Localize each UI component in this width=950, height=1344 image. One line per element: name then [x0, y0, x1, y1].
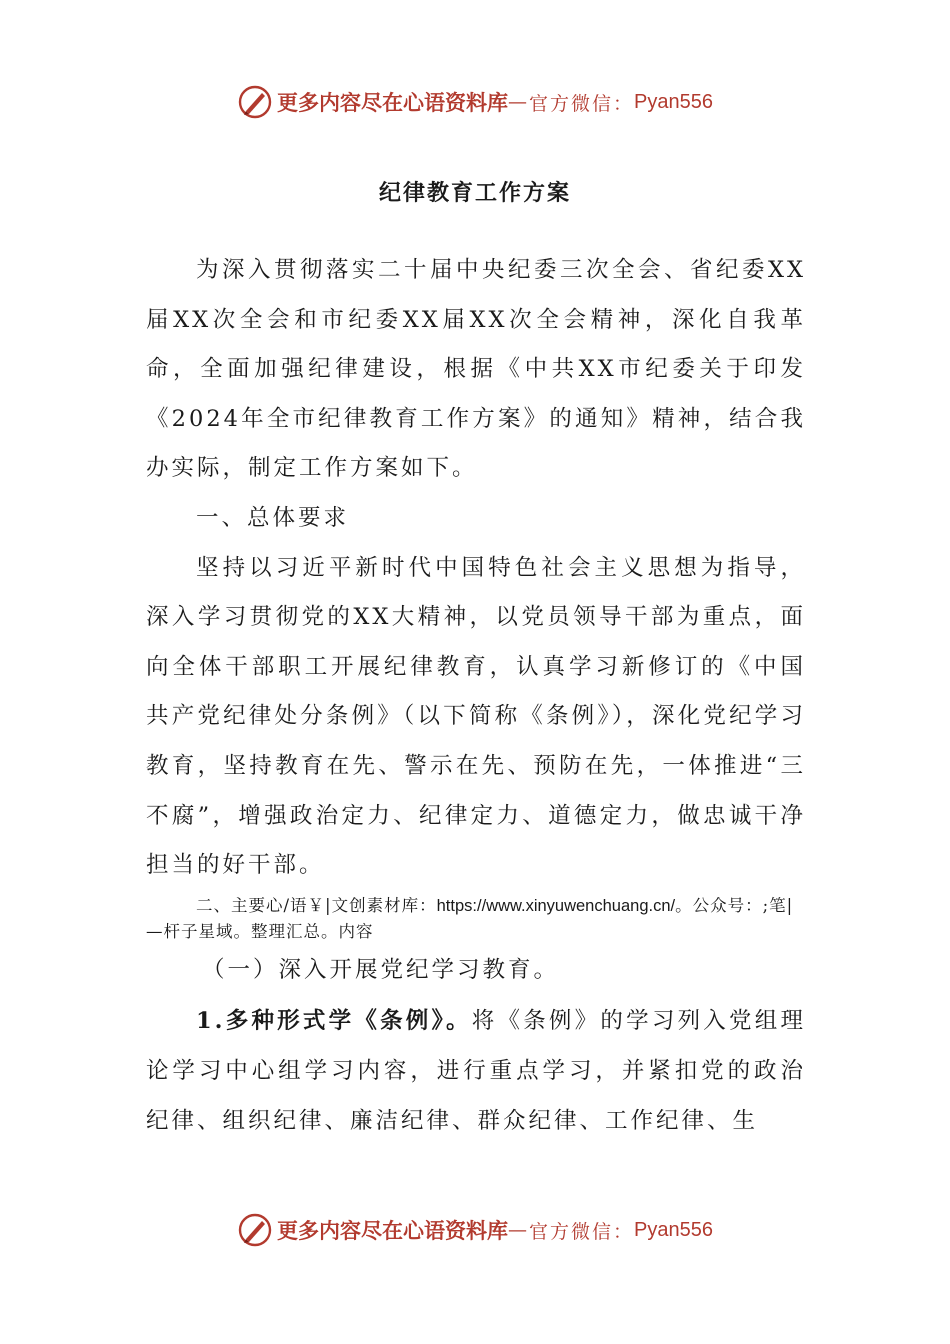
banner-wechat-label: 官方微信：	[529, 1220, 635, 1243]
intro-paragraph: 为深入贯彻落实二十届中央纪委三次全会、省纪委XX届XX次全会和市纪委XX届XX次全会精神，深化自我革命，全面加强纪律建设，根据《中共XX市纪委关于印发《2024年全市纪律教育工作方案》的通知》精神，结合我办实际，制定工作方案如下。	[146, 257, 806, 482]
item-1-body: 将《条例》的学习列入党组理论学习中心组学习内容，进行重点学习，并紧扣党的政治纪律、组织纪律、廉洁纪律、群众纪律、工作纪律、生	[146, 1007, 806, 1134]
item-1-title: 1.多种形式学《条例》。	[196, 1007, 472, 1034]
note-url: https://www.xinyuwenchuang.cn/	[436, 896, 676, 915]
banner-wechat-id: Pyan556	[634, 1218, 713, 1241]
banner-dash: —	[508, 91, 529, 113]
banner-main-text: 更多内容尽在心语资料库	[277, 1218, 508, 1243]
section-1-heading: 一、总体要求	[196, 504, 350, 531]
banner-main-text: 更多内容尽在心语资料库	[277, 90, 508, 115]
document-title: 纪律教育工作方案	[378, 180, 571, 206]
banner-wechat-id: Pyan556	[634, 90, 713, 113]
banner-wechat-label: 官方微信：	[529, 92, 635, 115]
section-1-paragraph: 坚持以习近平新时代中国特色社会主义思想为指导，深入学习贯彻党的XX大精神，以党员领导干部为重点，面向全体干部职工开展纪律教育，认真学习新修订的《中国共产党纪律处分条例》（以下简称《条例》），深化党纪学习教育，坚持教育在先、警示在先、预防在先，一体推进“三不腐”，增强政治定力、纪律定力、道德定力，做忠诚干净担当的好干部。	[146, 554, 806, 879]
document-body	[146, 246, 806, 1146]
pen-logo-icon	[237, 84, 273, 120]
watermark-note	[146, 893, 806, 944]
item-1-paragraph	[146, 996, 806, 1146]
banner-dash: —	[508, 1219, 529, 1241]
header-banner	[0, 80, 950, 124]
note-prefix: 二、主要心/语￥|文创素材库：	[196, 895, 437, 915]
subsection-1-heading: （一）深入开展党纪学习教育。	[202, 956, 560, 983]
footer-banner	[0, 1208, 950, 1252]
pen-logo-icon	[237, 1212, 273, 1248]
note-suffix: 。公众号：;笔|—杆子星域。整理汇总。内容	[146, 895, 794, 941]
